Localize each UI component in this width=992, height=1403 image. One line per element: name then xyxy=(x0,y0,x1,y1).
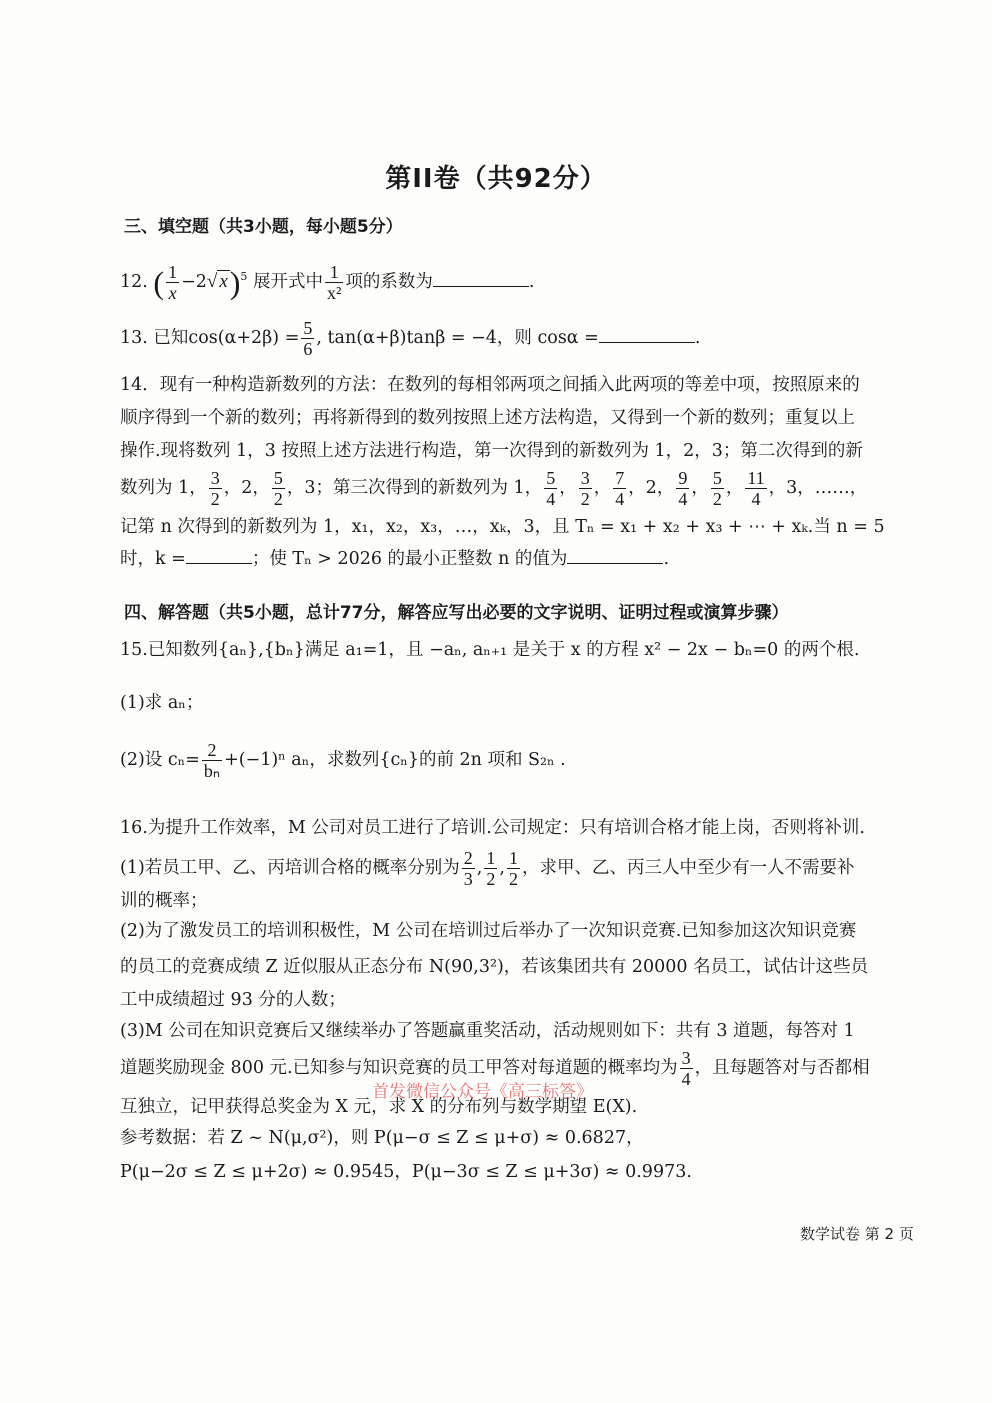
q14-answer-blank-n[interactable] xyxy=(567,545,663,564)
q14-answer-blank-k[interactable] xyxy=(186,545,252,564)
q12-number: 12. xyxy=(120,272,148,292)
q13-frac: $\frac{5}{6}$ xyxy=(303,318,313,359)
page-title: 第II卷（共92分） xyxy=(385,164,607,194)
q14-line-4: 数列为 1， $\frac{3}{2}$ ，2， $\frac{5}{2}$ ，3；第三次得到的新数列为 1， $\frac{5}{4}$ ， $\frac{3}{2}$ ， $\frac{7}{4}$ ，2， $\frac{9}{4}$ ， $\frac{5}{2}$ ， $\frac{11}{4}$ ，3，……， xyxy=(120,468,868,509)
q13-text2: , tan(α+β)tanβ = −4，则 cosα = xyxy=(316,328,599,348)
q16-part-2-c: 工中成绩超过 93 分的人数； xyxy=(120,990,346,1010)
q12-exponent: 5 xyxy=(240,270,248,284)
q13-answer-blank[interactable] xyxy=(599,324,695,343)
q12-text1: 展开式中 xyxy=(253,272,323,292)
page-footer: 数学试卷 第 2 页 xyxy=(800,1225,914,1243)
q16-part-1-cont: 训的概率； xyxy=(120,891,208,911)
q15-part-2: (2)设 cₙ= $\frac{2}{\text{bₙ}}$ +(−1)ⁿ aₙ，求数列{cₙ}的前 2n 项和 S₂ₙ . xyxy=(120,740,566,781)
q16-part-1: (1)若员工甲、乙、丙培训合格的概率分别为 $\frac{2}{3}$ , $\frac{1}{2}$ , $\frac{1}{2}$ ，求甲、乙、丙三人中至少有一人不需要补 xyxy=(120,848,855,889)
q16-reference-a: 参考数据：若 Z ~ N(μ,σ²)，则 P(μ−σ ≤ Z ≤ μ+σ) ≈ 0.6827， xyxy=(120,1128,644,1148)
watermark-text: 首发微信公众号《高三标答》 xyxy=(372,1082,593,1102)
q16-part-3-b: 道题奖励现金 800 元.已知参与知识竞赛的员工甲答对每道题的概率均为 $\frac{3}{4}$ ，且每题答对与否都相 xyxy=(120,1048,870,1089)
q13-number: 13. xyxy=(120,328,148,348)
q14-line-5: 记第 n 次得到的新数列为 1，x₁，x₂，x₃，…，xₖ，3，且 Tₙ = x₁ + x₂ + x₃ + ⋯ + xₖ.当 n = 5 xyxy=(120,517,885,537)
q15-part-1: (1)求 aₙ； xyxy=(120,693,204,713)
paren-left: ( xyxy=(153,264,165,301)
question-13: 13. 已知cos(α+2β) = $\frac{5}{6}$ , tan(α+β)tanβ = −4，则 cosα = . xyxy=(120,318,701,359)
paren-right: ) xyxy=(229,264,241,301)
q16-stem: 16.为提升工作效率，M 公司对员工进行了培训.公司规定：只有培训合格才能上岗，否则将补训. xyxy=(120,818,865,838)
q16-part-2-b: 的员工的竞赛成绩 Z 近似服从正态分布 N(90,3²)，若该集团共有 20000 名员工，试估计这些员 xyxy=(120,957,869,977)
section-heading-solve: 四、解答题（共5小题，总计77分，解答应写出必要的文字说明、证明过程或演算步骤） xyxy=(124,603,789,623)
q16-part-3-a: (3)M 公司在知识竞赛后又继续举办了答题赢重奖活动，活动规则如下：共有 3 道题，每答对 1 xyxy=(120,1021,855,1041)
q14-line-1: 14．现有一种构造新数列的方法：在数列的每相邻两项之间插入此两项的等差中项，按照原来的 xyxy=(120,375,860,395)
q14-line-6: 时，k = ；使 Tₙ > 2026 的最小正整数 n 的值为 . xyxy=(120,545,669,572)
q16-part-2-a: (2)为了激发员工的培训积极性，M 公司在培训过后举办了一次知识竞赛.已知参加这次知识竞赛 xyxy=(120,921,857,941)
section-heading-fill-in: 三、填空题（共3小题，每小题5分） xyxy=(124,217,403,237)
q12-answer-blank[interactable] xyxy=(433,268,529,287)
q15-stem: 15.已知数列{aₙ},{bₙ}满足 a₁=1，且 −aₙ, aₙ₊₁ 是关于 x 的方程 x² − 2x − bₙ=0 的两个根. xyxy=(120,640,860,660)
q12-frac-1-over-x: $\frac{1}{x}$ xyxy=(168,262,178,303)
q12-frac: $\frac{1}{\text{x²}}$ xyxy=(327,262,342,303)
q16-part-3-c: 互独立，记甲获得总奖金为 X 元，求 X 的分布列与数学期望 E(X). xyxy=(120,1097,638,1117)
q13-text1: 已知cos(α+2β) = xyxy=(153,328,300,348)
q12-text2: 项的系数为 xyxy=(345,272,433,292)
q14-line-2: 顺序得到一个新的数列；再将新得到的数列按照上述方法构造，又得到一个新的数列；重复以上 xyxy=(120,408,855,428)
question-12: 12. ( $\frac{1}{x}$ −2√ x)$^5$ 展开式中 $\frac{1}{\text{x²}}$ 项的系数为 . xyxy=(120,262,535,303)
q14-line-3: 操作.现将数列 1，3 按照上述方法进行构造，第一次得到的新数列为 1，2，3；第二次得到的新 xyxy=(120,441,863,461)
q16-reference-b: P(μ−2σ ≤ Z ≤ μ+2σ) ≈ 0.9545，P(μ−3σ ≤ Z ≤ μ+3σ) ≈ 0.9973. xyxy=(120,1162,692,1182)
